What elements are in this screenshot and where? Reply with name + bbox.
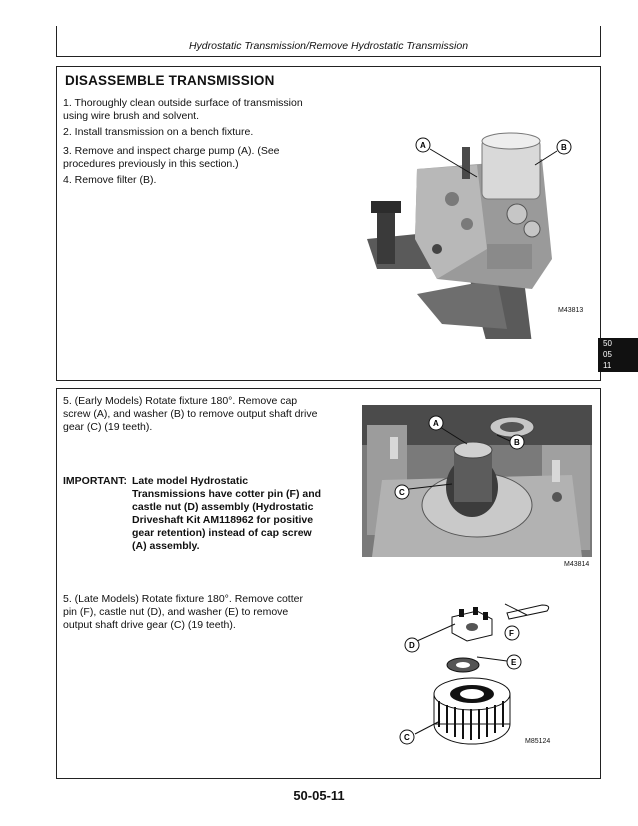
step-3: 3. Remove and inspect charge pump (A). (See procedures previously in this section.)	[63, 145, 280, 170]
page-number: 50-05-11	[293, 788, 345, 803]
step-4: 4. Remove filter (B).	[63, 174, 157, 186]
running-header: Hydrostatic Transmission/Remove Hydrostatic Transmission	[188, 40, 469, 52]
header-rule	[56, 56, 601, 57]
callout-a2: A	[433, 419, 439, 428]
figure-code-2: M43814	[564, 561, 590, 568]
figure-code: M43813	[558, 307, 584, 314]
tab-line-1: 50	[603, 339, 612, 348]
callout-c3: C	[404, 733, 410, 742]
step-1: 1. Thoroughly clean outside surface of transmission using wire brush and solvent.	[63, 97, 303, 122]
section-disassemble	[56, 66, 601, 381]
step-5-late: 5. (Late Models) Rotate fixture 180°. Remove cotter pin (F), castle nut (D), and washer (E) to remove output shaft drive gear (C) (19 teeth).	[63, 593, 303, 631]
section-title: DISASSEMBLE TRANSMISSION	[65, 73, 275, 88]
figure-code-3: M85124	[525, 738, 551, 745]
step-5-early: 5. (Early Models) Rotate fixture 180°. Remove cap screw (A), and washer (B) to remove output shaft drive gear (C) (19 teeth).	[63, 395, 318, 433]
figure-callouts-3	[57, 389, 600, 778]
tab-line-2: 05	[603, 350, 612, 359]
important-label: IMPORTANT:	[63, 475, 127, 487]
figure-callouts-1	[57, 67, 600, 380]
step-2: 2. Install transmission on a bench fixture.	[63, 126, 254, 138]
callout-c2: C	[399, 488, 405, 497]
section-output-gear	[56, 388, 601, 779]
tab-line-3: 11	[603, 361, 612, 370]
callout-f: F	[509, 629, 514, 638]
callout-a: A	[420, 141, 426, 150]
callout-d: D	[409, 641, 415, 650]
callout-b2: B	[514, 438, 520, 447]
section-tab	[598, 338, 638, 372]
callout-b: B	[561, 143, 567, 152]
callout-e: E	[511, 658, 517, 667]
important-text: Late model Hydrostatic Transmissions have cotter pin (F) and castle nut (D) assembly (Hydrostatic Driveshaft Kit AM118962 for positive gear retention) instead of cap screw (A) assembly.	[132, 475, 322, 552]
